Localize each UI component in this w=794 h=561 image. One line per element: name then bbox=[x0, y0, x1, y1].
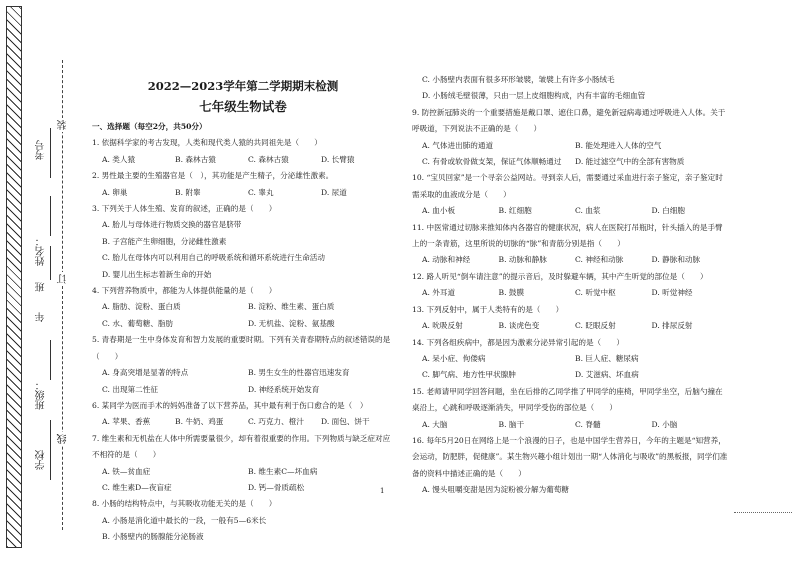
answer-option: D. 钙—骨质疏松 bbox=[248, 482, 305, 492]
question-stem: 16. 每年5月20日在网络上是一个浪漫的日子，也是中国学生营养日，今年的主题是“知营养，会运动，防肥胖，促健康”。某生物兴趣小组计划出一期“人体消化与吸收”的黑板报，同学们准备的资料中描述正确的是（ ） bbox=[412, 435, 728, 478]
answer-option: B. 谈虎色变 bbox=[498, 321, 540, 331]
question-list-left bbox=[92, 135, 394, 545]
answer-option: A. 大脑 bbox=[422, 419, 448, 429]
answer-option: D. 小脑 bbox=[651, 419, 678, 429]
field-exam-number-line bbox=[50, 128, 51, 178]
answer-options bbox=[92, 414, 394, 430]
answer-option: A. 铁—贫血症 bbox=[102, 466, 151, 476]
dotted-rule bbox=[734, 512, 792, 513]
answer-option: C. 水、葡萄糖、脂肪 bbox=[102, 318, 174, 328]
answer-option: A. 苹果、香蕉 bbox=[102, 417, 151, 427]
answer-option: C. 森林古猿 bbox=[248, 154, 289, 164]
question-stem: 3. 下列关于人体生殖、发育的叙述，正确的是（ ） bbox=[92, 204, 277, 214]
question-stem: 9. 防控新冠肺炎的一个重要措施是戴口罩、遮住口鼻，避免新冠病毒通过呼吸进入人体。关于呼吸道，下列说法不正确的是（ ） bbox=[412, 107, 726, 134]
seal-word-zhuang: 装 bbox=[58, 120, 69, 130]
question-item bbox=[92, 431, 394, 497]
answer-option: D. 排尿反射 bbox=[651, 321, 693, 331]
answer-option: C. 脊髓 bbox=[575, 419, 601, 429]
question-stem: 5. 青春期是一生中身体发育和智力发展的重要时期。下列有关青春期特点的叙述错误的是（ ） bbox=[92, 335, 391, 361]
answer-option: A. 气体进出肺的通道 bbox=[422, 140, 494, 150]
answer-option: D. 尿道 bbox=[321, 187, 347, 197]
answer-option: C. 维生素D—夜盲症 bbox=[102, 482, 172, 492]
field-school-label: 学校 bbox=[36, 450, 47, 470]
answer-option: A. 动脉和神经 bbox=[422, 255, 471, 265]
answer-option: C. 眨眼反射 bbox=[575, 321, 616, 331]
answer-option: B. 子宫能产生卵细胞，分泌雌性激素 bbox=[102, 236, 227, 246]
question-item bbox=[92, 398, 394, 431]
answer-options bbox=[92, 464, 394, 497]
question-stem: 6. 某同学为医而手术的妈妈准备了以下营养品，其中最有利于伤口愈合的是（ ） bbox=[92, 400, 368, 410]
answer-option: A. 血小板 bbox=[422, 206, 456, 216]
field-name-line bbox=[50, 196, 51, 236]
question-item bbox=[92, 332, 394, 398]
field-school-line bbox=[50, 420, 51, 480]
answer-option: B. 巨人症、糖尿病 bbox=[575, 353, 639, 363]
answer-option: C. 血浆 bbox=[575, 206, 601, 216]
answer-option: A. 卵巢 bbox=[102, 187, 128, 197]
answer-option: D. 能过滤空气中的全部有害物质 bbox=[575, 157, 685, 167]
question-stem: 8. 小肠的结构特点中，与其吸收功能无关的是（ ） bbox=[92, 499, 277, 509]
field-class-label: 班 bbox=[36, 282, 47, 292]
answer-options bbox=[412, 351, 728, 384]
answer-option: C. 有骨或软骨做支架，保证气体顺畅通过 bbox=[422, 157, 562, 167]
answer-option: A. 胎儿与母体进行物质交换的器官是脐带 bbox=[102, 220, 242, 230]
answer-option: A. 脂肪、淀粉、蛋白质 bbox=[102, 302, 181, 312]
answer-option: C. 脚气病、地方性甲状腺肿 bbox=[422, 370, 516, 380]
answer-option: C. 小肠壁内表面有很多环形皱襞，皱襞上有许多小肠绒毛 bbox=[422, 75, 615, 84]
question-item bbox=[92, 135, 394, 168]
answer-options bbox=[92, 217, 394, 283]
question-stem: 2. 男性最主要的生殖器官是（ ），其功能是产生精子，分泌雄性激素。 bbox=[92, 171, 334, 181]
answer-options bbox=[412, 203, 728, 219]
seal-word-xian: 线 bbox=[58, 434, 69, 444]
question-item bbox=[412, 335, 728, 384]
answer-options bbox=[412, 72, 728, 105]
answer-option: A. 外耳道 bbox=[422, 288, 456, 298]
answer-options bbox=[412, 285, 728, 301]
question-item bbox=[92, 496, 394, 545]
answer-option: B. 森林古猿 bbox=[175, 154, 216, 164]
answer-option: C. 睾丸 bbox=[248, 187, 274, 197]
section-heading: 一、选择题（每空2分，共50分） bbox=[92, 122, 207, 131]
answer-option: A. 身高突增是显著的特点 bbox=[102, 368, 189, 378]
left-column bbox=[92, 72, 394, 546]
answer-option: D. 听觉神经 bbox=[651, 288, 693, 298]
answer-options bbox=[92, 513, 394, 546]
answer-option: D. 艾滋病、坏血病 bbox=[575, 370, 639, 380]
answer-option: A. 馒头咀嚼变甜是因为淀粉被分解为葡萄糖 bbox=[422, 485, 569, 495]
field-name-label: 姓名： bbox=[36, 236, 47, 266]
answer-option: B. 维生素C—坏血病 bbox=[248, 466, 318, 476]
question-item bbox=[92, 168, 394, 201]
field-exam-number-label: 考号 bbox=[36, 140, 47, 160]
answer-option: D. 无机盐、淀粉、氨基酸 bbox=[248, 318, 335, 328]
question-stem: 4. 下列营养物质中，都能为人体提供能量的是（ ） bbox=[92, 286, 277, 296]
answer-option: D. 静脉和动脉 bbox=[651, 255, 701, 265]
answer-options bbox=[412, 417, 728, 433]
answer-option: D. 白细胞 bbox=[651, 206, 685, 216]
answer-options bbox=[92, 152, 394, 168]
question-item bbox=[412, 433, 728, 499]
answer-option: B. 动脉和静脉 bbox=[498, 255, 547, 265]
question-stem: 7. 维生素和无机盐在人体中所需要量很少，却有着很重要的作用。下列物质与缺乏症对应不相符的是（ ） bbox=[92, 433, 391, 460]
answer-option: B. 红细胞 bbox=[498, 206, 532, 216]
question-stem: 14. 下列各组疾病中，都是因为激素分泌异常引起的是（ ） bbox=[412, 337, 624, 347]
answer-options bbox=[412, 318, 728, 334]
question-item bbox=[92, 201, 394, 283]
answer-option: D. 神经系统开始发育 bbox=[248, 384, 320, 394]
answer-option: C. 巧克力、橙汁 bbox=[248, 417, 304, 427]
answer-option: A. 类人猿 bbox=[102, 154, 136, 164]
page-number: 1 bbox=[380, 487, 385, 495]
question-item bbox=[412, 170, 728, 219]
field-class-name-label: 班级： bbox=[36, 380, 47, 410]
answer-option: C. 出现第二性征 bbox=[102, 384, 158, 394]
answer-option: B. 附睾 bbox=[175, 187, 201, 197]
question-item bbox=[412, 269, 728, 302]
question-item bbox=[92, 283, 394, 332]
question-stem: 10. “宝贝回家”是一个寻亲公益网站。寻到亲人后，需要通过采血进行亲子鉴定，亲子鉴定时需采取的血液成分是（ ） bbox=[412, 173, 723, 199]
answer-option: B. 男生女生的性器官迅速发育 bbox=[248, 368, 350, 378]
question-item bbox=[412, 105, 728, 171]
answer-option: A. 吮吸反射 bbox=[422, 321, 463, 331]
binding-margin bbox=[0, 0, 84, 561]
answer-option: D. 婴儿出生标志着新生命的开始 bbox=[102, 269, 212, 279]
answer-option: D. 小肠绒毛壁很薄，只由一层上皮细胞构成，内有丰富的毛细血管 bbox=[422, 91, 646, 101]
answer-options bbox=[92, 299, 394, 332]
answer-option: B. 小肠壁内的肠腺能分泌肠液 bbox=[102, 532, 204, 542]
answer-option: C. 听觉中枢 bbox=[575, 288, 616, 298]
answer-options bbox=[412, 482, 728, 498]
answer-option: C. 胎儿在母体内可以利用自己的呼吸系统和循环系统进行生命活动 bbox=[102, 253, 325, 263]
answer-options bbox=[412, 252, 728, 268]
question-stem: 1. 依据科学家的考古发现，人类和现代类人猿的共同祖先是（ ） bbox=[92, 138, 322, 148]
field-grade-line bbox=[50, 246, 51, 280]
answer-option: B. 淀粉、维生素、蛋白质 bbox=[248, 302, 335, 312]
question-item bbox=[412, 220, 728, 269]
answer-option: D. 面包、饼干 bbox=[321, 417, 370, 427]
answer-options bbox=[92, 185, 394, 201]
right-column bbox=[412, 72, 728, 499]
seal-word-ding: 订 bbox=[58, 274, 69, 284]
answer-options bbox=[412, 138, 728, 171]
question-item bbox=[412, 384, 728, 433]
exam-title: 2022—2023学年第二学期期末检测 bbox=[147, 79, 339, 93]
answer-options bbox=[92, 365, 394, 398]
answer-option: B. 牛奶、鸡蛋 bbox=[175, 417, 224, 427]
answer-option: B. 能处理进入人体的空气 bbox=[575, 140, 662, 150]
answer-option: D. 长臂猿 bbox=[321, 154, 355, 164]
answer-option: B. 鼓膜 bbox=[498, 288, 525, 298]
answer-option: A. 小肠是消化道中最长的一段，一般有5—6米长 bbox=[102, 515, 267, 525]
field-class-name-line bbox=[50, 340, 51, 380]
question-item bbox=[412, 302, 728, 335]
field-grade-label: 年 bbox=[36, 312, 47, 322]
question-list-right bbox=[412, 72, 728, 499]
question-stem: 15. 老师请甲同学回答问题，坐在后排的乙同学推了甲同学的座椅，甲同学坐空，后脑勺撞在桌沿上，心跳和呼吸逐渐消失，甲同学受伤的部位是（ ） bbox=[412, 386, 723, 413]
hatched-border bbox=[6, 6, 22, 548]
question-stem: 11. 中医常通过切脉来推知体内各器官的健康状况，病人在医院打吊瓶时，针头插入的是手臂上的一条青筋，这里所说的切脉的“脉”和青筋分别是指（ ） bbox=[412, 222, 723, 249]
question-item bbox=[412, 72, 728, 105]
answer-option: A. 呆小症、佝偻病 bbox=[422, 353, 486, 363]
answer-option: C. 神经和动脉 bbox=[575, 255, 624, 265]
question-stem: 12. 路人听见“倒车请注意”的提示音后，及时躲避车辆，其中产生听觉的部位是（ ） bbox=[412, 271, 708, 281]
exam-subtitle: 七年级生物试卷 bbox=[199, 99, 287, 114]
question-stem: 13. 下列反射中，属于人类特有的是（ ） bbox=[412, 304, 564, 314]
answer-option: B. 脑干 bbox=[498, 419, 525, 429]
